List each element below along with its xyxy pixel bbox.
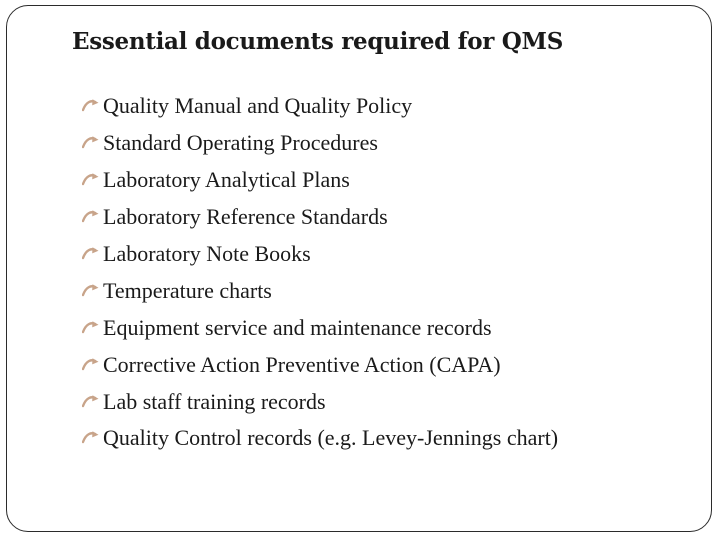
- curved-arrow-bullet-icon: [82, 133, 103, 153]
- curved-arrow-bullet-icon: [82, 207, 103, 227]
- list-item: [82, 420, 558, 457]
- curved-arrow-bullet-icon: [82, 170, 103, 190]
- list-item-label: Lab staff training records: [103, 388, 326, 414]
- curved-arrow-bullet-icon: [82, 244, 103, 264]
- list-item-label: Laboratory Analytical Plans: [103, 167, 350, 193]
- list-item-label: Temperature charts: [103, 277, 272, 303]
- list-item-label: Quality Control records (e.g. Levey-Jennings chart): [103, 425, 559, 451]
- list-item: [82, 162, 558, 199]
- list-item: [82, 309, 558, 346]
- curved-arrow-bullet-icon: [82, 318, 103, 338]
- curved-arrow-bullet-icon: [82, 392, 103, 412]
- curved-arrow-bullet-icon: [82, 281, 103, 301]
- list-item-label: Standard Operating Procedures: [103, 130, 378, 156]
- list-item-label: Laboratory Note Books: [103, 241, 311, 266]
- list-item-label: Laboratory Reference Standards: [103, 204, 388, 230]
- list-item: [82, 383, 558, 420]
- slide-title: Essential documents required for QMS: [72, 28, 564, 55]
- bullet-list: [82, 88, 558, 457]
- list-item: [82, 199, 558, 236]
- list-item: [82, 125, 558, 162]
- list-item: [82, 346, 558, 383]
- list-item-label: Equipment service and maintenance records: [103, 314, 492, 340]
- curved-arrow-bullet-icon: [82, 428, 103, 448]
- list-item: [82, 88, 558, 125]
- curved-arrow-bullet-icon: [82, 96, 103, 116]
- list-item: [82, 236, 558, 273]
- list-item: [82, 272, 558, 309]
- curved-arrow-bullet-icon: [82, 355, 103, 375]
- list-item-label: Corrective Action Preventive Action (CAPA): [103, 351, 501, 377]
- list-item-label: Quality Manual and Quality Policy: [103, 93, 413, 119]
